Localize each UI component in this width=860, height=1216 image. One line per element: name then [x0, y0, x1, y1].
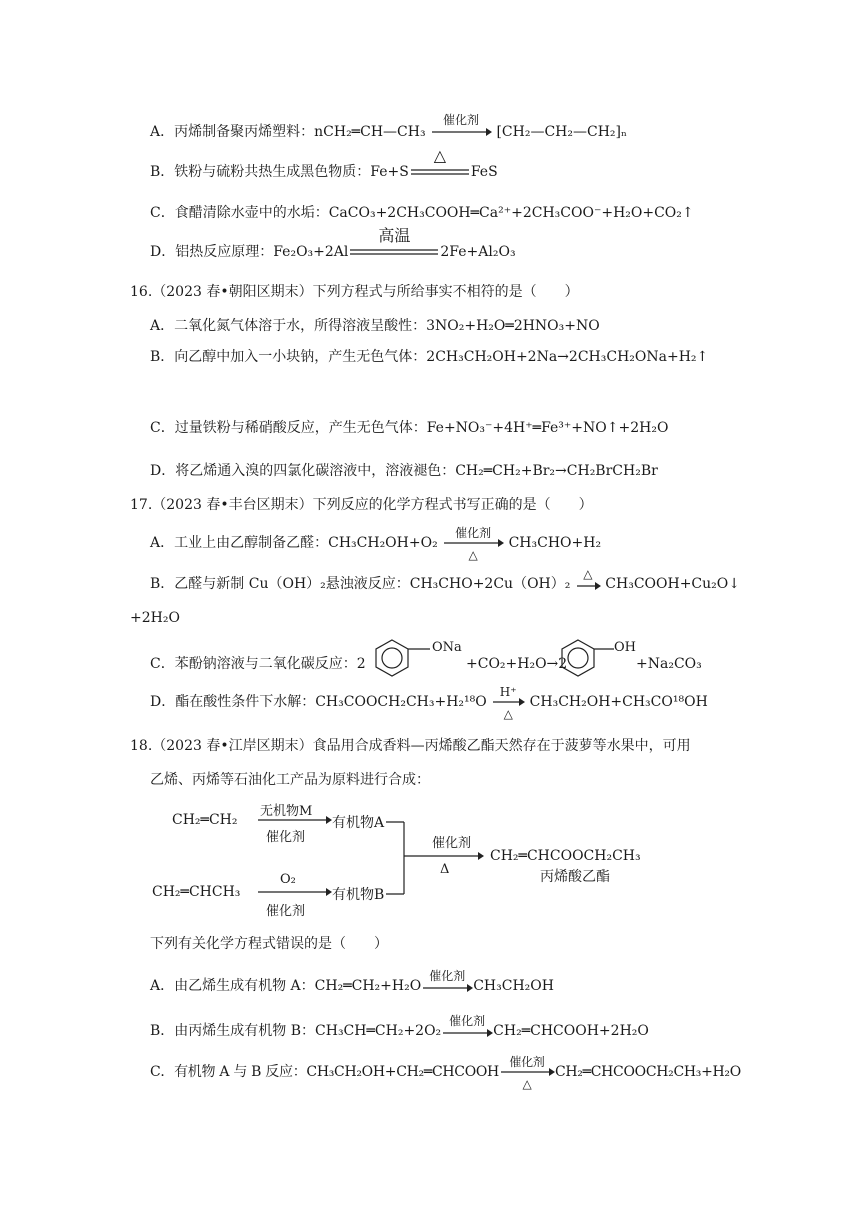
ethylene-formula: CH₂═CH₂: [172, 812, 238, 828]
option-18c-text: C．有机物 A 与 B 反应：CH₃CH₂OH+CH₂═CHCOOH: [150, 1064, 499, 1080]
option-18a-product: CH₃CH₂OH: [473, 978, 554, 994]
option-17a: [150, 526, 602, 562]
option-17c: [150, 654, 366, 674]
propylene-formula: CH₂═CHCH₃: [152, 884, 241, 900]
option-16b: B．向乙醇中加入一小块钠，产生无色气体：2CH₃CH₂OH+2Na→2CH₃CH₂ONa+H₂↑: [150, 349, 709, 365]
question-16-stem: 16.（2023 春•朝阳区期末）下列方程式与所给事实不相符的是（ ）: [130, 284, 579, 300]
question-18-stem: 18.（2023 春•江岸区期末）食品用合成香料—丙烯酸乙酯天然存在于菠萝等水果中，可用: [130, 738, 691, 754]
arrow-condition: △: [433, 146, 446, 165]
step1-reagent: 无机物M: [260, 804, 313, 819]
step2-reagent: O₂: [280, 872, 296, 887]
option-18a: [150, 969, 554, 996]
catalyst-arrow: [430, 113, 492, 142]
option-17d: [150, 685, 708, 721]
option-15d-product: 2Fe+Al₂O₃: [440, 244, 516, 260]
step2-arrow: [256, 884, 334, 900]
option-18b-product: CH₂═CHCOOH+2H₂O: [493, 1023, 649, 1039]
option-15d: [150, 226, 516, 262]
question-18-stem-2: 乙烯、丙烯等石油化工产品为原料进行合成：: [150, 772, 430, 788]
acid-heat-arrow: [491, 685, 525, 721]
option-15d-text: D．铝热反应原理：Fe₂O₃+2Al: [150, 244, 349, 260]
option-17a-text: A．工业上由乙醇制备乙醛：CH₃CH₂OH+O₂: [150, 535, 438, 551]
option-18a-text: A．由乙烯生成有机物 A：CH₂═CH₂+H₂O: [150, 978, 422, 994]
option-17b-product: CH₃COOH+Cu₂O↓: [605, 576, 740, 592]
ethyl-acrylate-formula: CH₂═CHCOOCH₂CH₃: [490, 848, 641, 864]
option-15b-text: B．铁粉与硫粉共热生成黑色物质：Fe+S: [150, 164, 409, 180]
arrow-condition-top: 催化剂: [509, 1055, 545, 1069]
option-18b: [150, 1014, 649, 1041]
option-16c: C．过量铁粉与稀硝酸反应，产生无色气体：Fe+NO₃⁻+4H⁺═Fe³⁺+NO↑+2H₂O: [150, 420, 669, 436]
option-15b: [150, 146, 498, 182]
option-18b-text: B．由丙烯生成有机物 B：CH₃CH═CH₂+2O₂: [150, 1023, 442, 1039]
catalyst-heat-arrow: [442, 526, 504, 562]
question-17-stem: 17.（2023 春•丰台区期末）下列反应的化学方程式书写正确的是（ ）: [130, 497, 593, 513]
option-15a-text: A．丙烯制备聚丙烯塑料：: [150, 124, 315, 140]
merge-bracket-arrow: [386, 818, 486, 898]
option-17c-middle: +CO₂+H₂O→2: [466, 656, 568, 672]
merge-catalyst: 催化剂: [432, 836, 472, 851]
option-17b-text: B．乙醛与新制 Cu（OH）₂悬浊液反应：CH₃CHO+2Cu（OH）₂: [150, 576, 571, 592]
option-17a-product: CH₃CHO+H₂: [508, 535, 602, 551]
arrow-condition-bottom: △: [468, 548, 478, 562]
option-15b-product: FeS: [470, 164, 498, 180]
question-18-ask: 下列有关化学方程式错误的是（ ）: [150, 936, 388, 952]
arrow-condition: 催化剂: [429, 969, 466, 983]
option-15a-reactant: nCH₂═CH—CH₃: [314, 124, 426, 140]
option-15c: C．食醋清除水壶中的水垢：CaCO₃+2CH₃COOH═Ca²⁺+2CH₃COO⁻+H₂O+CO₂↑: [150, 205, 694, 221]
arrow-condition: 高温: [378, 226, 411, 245]
arrow-condition: △: [583, 567, 593, 581]
arrow-condition-bottom: △: [503, 707, 513, 721]
option-17b: [150, 567, 740, 594]
high-temp-equals-sign: [348, 226, 440, 262]
option-17d-product: CH₃CH₂OH+CH₃CO¹⁸OH: [529, 694, 708, 710]
organic-A-label: 有机物A: [332, 815, 385, 831]
option-16a: A．二氧化氮气体溶于水，所得溶液呈酸性：3NO₂+H₂O═2HNO₃+NO: [150, 318, 600, 334]
option-17b-continued: +2H₂O: [130, 610, 180, 626]
catalyst-arrow: [441, 1014, 493, 1041]
arrow-condition-top: 催化剂: [455, 526, 492, 540]
arrow-condition: 催化剂: [449, 1014, 486, 1028]
option-15a: [150, 113, 628, 142]
step1-catalyst: 催化剂: [266, 830, 306, 845]
oh-label: OH: [614, 640, 636, 655]
heat-equals-sign: [409, 146, 471, 182]
option-15a-product: [CH₂—CH₂—CH₂]ₙ: [496, 124, 628, 140]
catalyst-heat-arrow: [499, 1055, 555, 1091]
arrow-condition-top: H⁺: [499, 685, 517, 699]
option-16d: D．将乙烯通入溴的四氯化碳溶液中，溶液褪色：CH₂═CH₂+Br₂→CH₂BrCH₂Br: [150, 463, 658, 479]
merge-heat: Δ: [440, 862, 450, 877]
option-18c: [150, 1055, 741, 1091]
arrow-condition: 催化剂: [443, 113, 480, 127]
ethyl-acrylate-name: 丙烯酸乙酯: [540, 869, 610, 885]
step2-catalyst: 催化剂: [266, 904, 306, 919]
organic-B-label: 有机物B: [332, 887, 385, 903]
option-17c-text: C．苯酚钠溶液与二氧化碳反应：2: [150, 656, 366, 672]
heat-arrow: [575, 567, 601, 594]
arrow-condition-bottom: △: [522, 1077, 532, 1091]
option-17d-text: D．酯在酸性条件下水解：CH₃COOCH₂CH₃+H₂¹⁸O: [150, 694, 487, 710]
ona-label: ONa: [432, 640, 462, 655]
option-17c-end: +Na₂CO₃: [636, 656, 702, 672]
option-18c-product: CH₂═CHCOOCH₂CH₃+H₂O: [554, 1064, 741, 1080]
catalyst-arrow: [421, 969, 473, 996]
